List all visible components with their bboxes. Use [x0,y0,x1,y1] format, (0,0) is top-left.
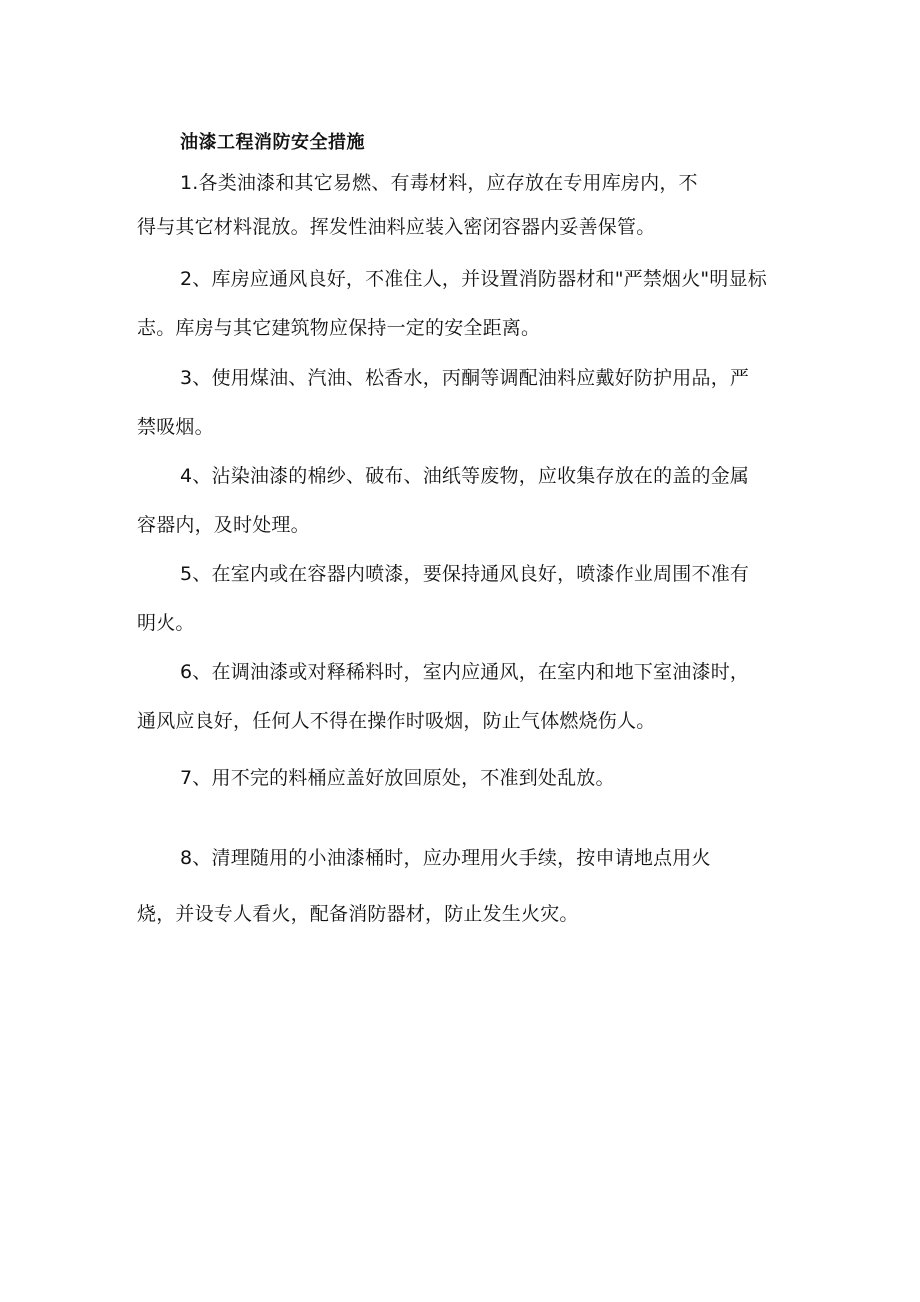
document-title: 油漆工程消防安全措施 [180,132,365,153]
paragraph-8-line-1: 8、清理随用的小油漆桶时，应办理用火手续，按申请地点用火 [180,847,711,869]
paragraph-2-line-1: 2、库房应通风良好，不准住人，并设置消防器材和"严禁烟火"明显标 [180,268,767,290]
paragraph-1-line-2: 得与其它材料混放。挥发性油料应装入密闭容器内妥善保管。 [137,216,656,238]
paragraph-7-line-1: 7、用不完的料桶应盖好放回原处，不准到处乱放。 [180,767,615,789]
paragraph-6-line-2: 通风应良好，任何人不得在操作时吸烟，防止气体燃烧伤人。 [137,710,656,732]
paragraph-1-line-1: 1.各类油漆和其它易燃、有毒材料，应存放在专用库房内，不 [180,172,698,194]
paragraph-2-line-2: 志。库房与其它建筑物应保持一定的安全距离。 [137,317,541,339]
paragraph-4-line-1: 4、沾染油漆的棉纱、破布、油纸等废物，应收集存放在的盖的金属 [180,465,750,487]
paragraph-4-line-2: 容器内，及时处理。 [137,514,310,536]
paragraph-5-line-1: 5、在室内或在容器内喷漆，要保持通风良好，喷漆作业周围不准有 [180,563,750,585]
paragraph-5-line-2: 明火。 [137,612,195,634]
paragraph-6-line-1: 6、在调油漆或对释稀料时，室内应通风，在室内和地下室油漆时， [180,661,750,683]
paragraph-8-line-2: 烧，并设专人看火，配备消防器材，防止发生火灾。 [137,903,579,925]
paragraph-3-line-1: 3、使用煤油、汽油、松香水，丙酮等调配油料应戴好防护用品，严 [180,367,750,389]
paragraph-3-line-2: 禁吸烟。 [137,416,214,438]
